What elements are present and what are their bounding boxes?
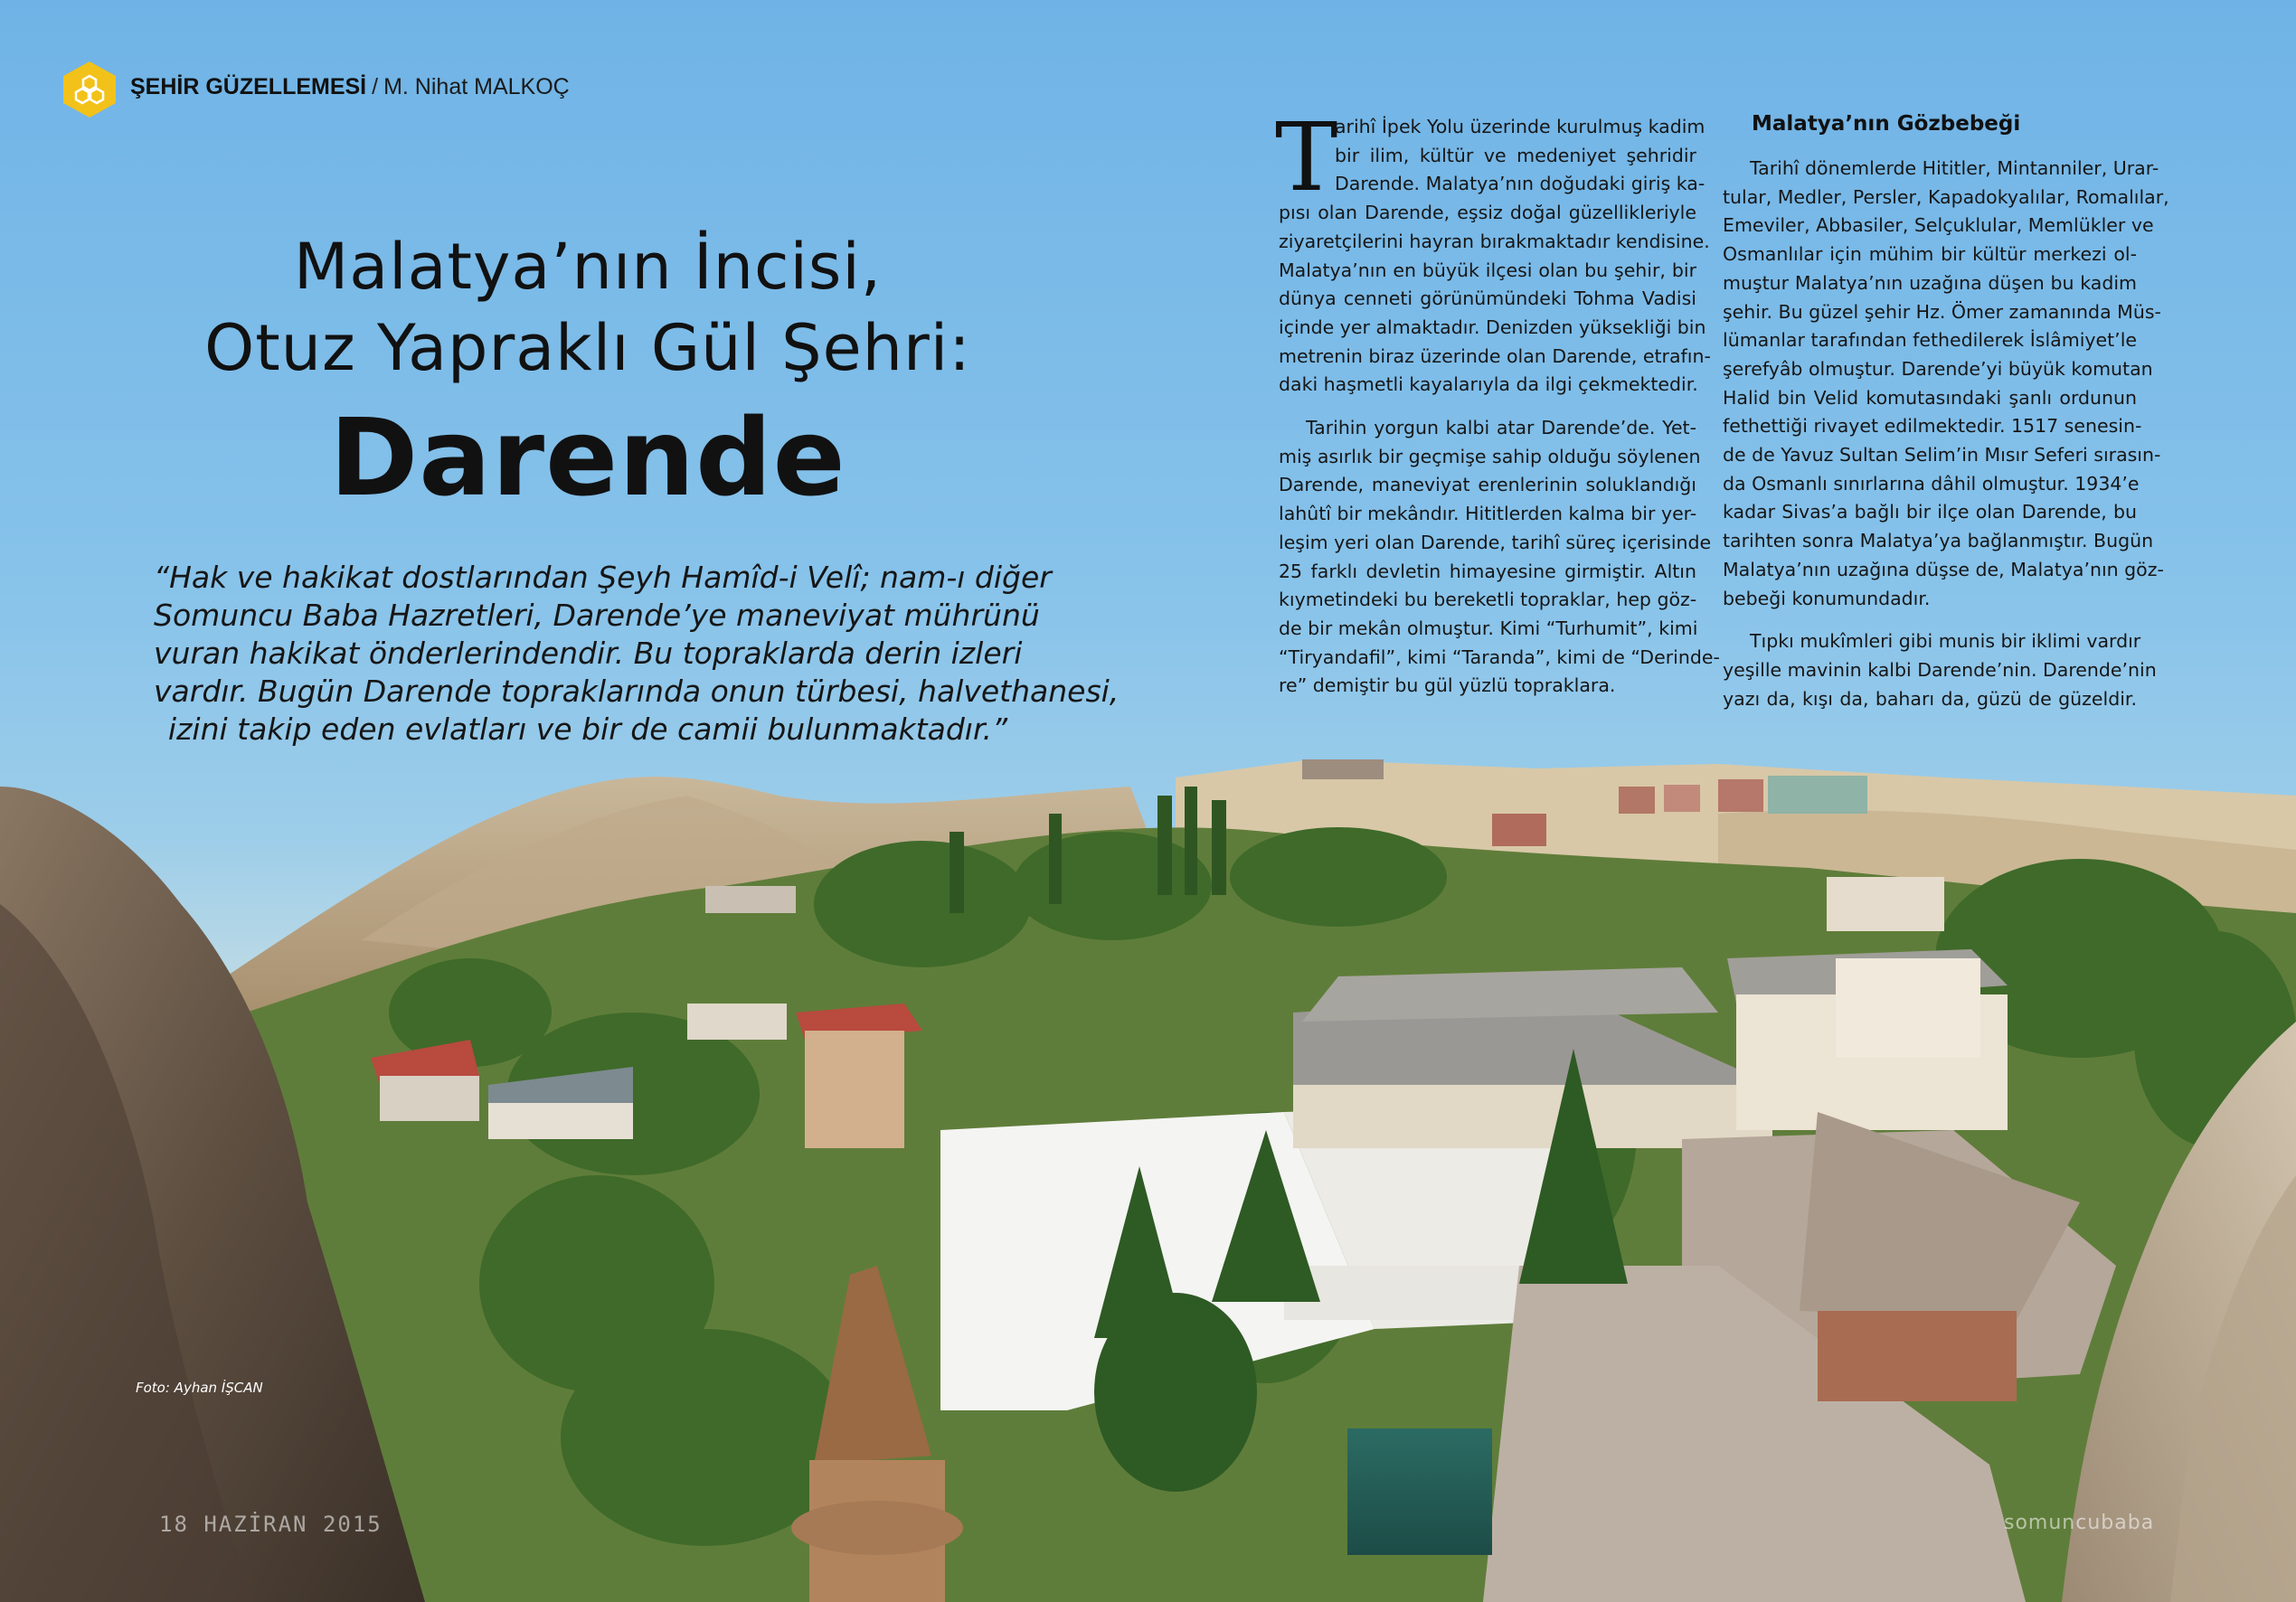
body-line: muştur Malatya’nın uzağına düşen bu kadim [1723,271,2137,294]
photo-credit: Foto: Ayhan İŞCAN [136,1380,263,1396]
body-line: Halid bin Velid komutasındaki şanlı ordunun [1723,386,2137,409]
page-folio-right: somuncubaba [2004,1512,2155,1534]
body-line: Darende, maneviyat erenlerinin soluklandığı [1279,474,1696,496]
body-line: “Tiryandafil”, kimi “Taranda”, kimi de “Derinde- [1279,646,1720,668]
article-title [145,226,1031,521]
quote-line: vuran hakikat önderlerindendir. Bu topraklarda derin izleri [154,636,1023,671]
body-line: tarihten sonra Malatya’ya bağlanmıştır. Bugün [1723,530,2154,552]
subheading: Malatya’nın Gözbebeği [1752,112,2021,136]
body-line: bebeği konumundadır. [1723,587,1931,609]
body-line: Tarihî dönemlerde Hititler, Mintanniler, Urar- [1750,157,2159,179]
body-line: kıymetindeki bu bereketli topraklar, hep göz- [1279,589,1697,611]
body-column-2 [1723,155,2169,713]
body-line: 25 farklı devletin himayesine girmiştir. Altın [1279,560,1696,582]
author-name: M. Nihat MALKOÇ [383,74,570,99]
title-line-2: Otuz Yapraklı Gül Şehri: [204,311,971,385]
body-line: da Osmanlı sınırlarına dâhil olmuştur. 1934’e [1723,472,2140,495]
body-line: kadar Sivas’a bağlı bir ilçe olan Darende, bu [1723,501,2137,523]
body-line: fethettiği rivayet edilmektedir. 1517 senesin- [1723,415,2142,438]
honeycomb-badge-icon [60,60,119,119]
quote-line: Somuncu Baba Hazretleri, Darende’ye maneviyat mührünü [154,598,1040,633]
body-line: de de Yavuz Sultan Selim’in Mısır Seferi sırasın- [1723,444,2161,466]
body-column-1 [1279,113,1720,701]
header-separator: / [372,74,379,99]
body-line: şerefyâb olmuştur. Darende’yi büyük komutan [1723,357,2153,380]
body-line: Tarihin yorgun kalbi atar Darende’de. Yet- [1306,417,1696,439]
body-line: arihî İpek Yolu üzerinde kurulmuş kadim [1335,116,1705,137]
body-line: pısı olan Darende, eşsiz doğal güzellikleriyle [1279,202,1696,224]
body-line: Malatya’nın en büyük ilçesi olan bu şehir, bir [1279,259,1696,281]
pull-quote [154,559,1120,749]
body-line: tular, Medler, Persler, Kapadokyalılar, Romalılar, [1723,185,2169,208]
body-line: ziyaretçilerini hayran bırakmaktadır kendisine. [1279,230,1710,252]
title-line-1: Malatya’nın İncisi, [293,230,883,304]
body-line: yeşille mavinin kalbi Darende’nin. Darende’nin [1723,658,2157,681]
body-line: lümanlar tarafından fethedilerek İslâmiyet’le [1723,329,2137,352]
quote-line: vardır. Bugün Darende topraklarında onun türbesi, halvethanesi, [154,674,1120,709]
section-header [130,74,570,100]
page-folio-left: 18 HAZİRAN 2015 [159,1512,383,1537]
body-line: daki haşmetli kayalarıyla da ilgi çekmektedir. [1279,373,1698,396]
body-line: şehir. Bu güzel şehir Hz. Ömer zamanında Müs- [1723,300,2161,323]
body-line: Malatya’nın uzağına düşse de, Malatya’nın göz- [1723,558,2164,580]
body-line: dünya cenneti görünümündeki Tohma Vadisi [1279,287,1696,310]
quote-line: “Hak ve hakikat dostlarından Şeyh Hamîd-i Velî; nam-ı diğer [154,560,1052,595]
body-line: Darende. Malatya’nın doğudaki giriş ka- [1335,173,1705,195]
title-line-3: Darende [329,395,846,520]
body-line: Tıpkı mukîmleri gibi munis bir iklimi vardır [1750,630,2141,653]
body-line: içinde yer almaktadır. Denizden yüksekliği bin [1279,316,1706,338]
body-line: miş asırlık bir geçmişe sahip olduğu söylenen [1279,445,1701,467]
body-line: leşim yeri olan Darende, tarihî süreç içerisinde [1279,531,1712,553]
body-line: yazı da, kışı da, baharı da, güzü de güzeldir. [1723,687,2137,710]
body-line: Osmanlılar için mühim bir kültür merkezi ol- [1723,243,2137,266]
body-line: metrenin biraz üzerinde olan Darende, etrafın- [1279,344,1711,367]
body-line: re” demiştir bu gül yüzlü topraklara. [1279,674,1616,697]
body-line: Emeviler, Abbasiler, Selçuklular, Memlükler ve [1723,214,2154,237]
quote-line: izini takip eden evlatları ve bir de camii bulunmaktadır.” [167,711,1008,747]
section-label: ŞEHİR GÜZELLEMESİ [130,74,367,99]
drop-cap: T [1275,102,1338,212]
body-line: lahûtî bir mekândır. Hititlerden kalma bir yer- [1279,503,1697,525]
body-line: bir ilim, kültür ve medeniyet şehridir [1335,144,1696,166]
body-line: de bir mekân olmuştur. Kimi “Turhumit”, kimi [1279,617,1698,639]
